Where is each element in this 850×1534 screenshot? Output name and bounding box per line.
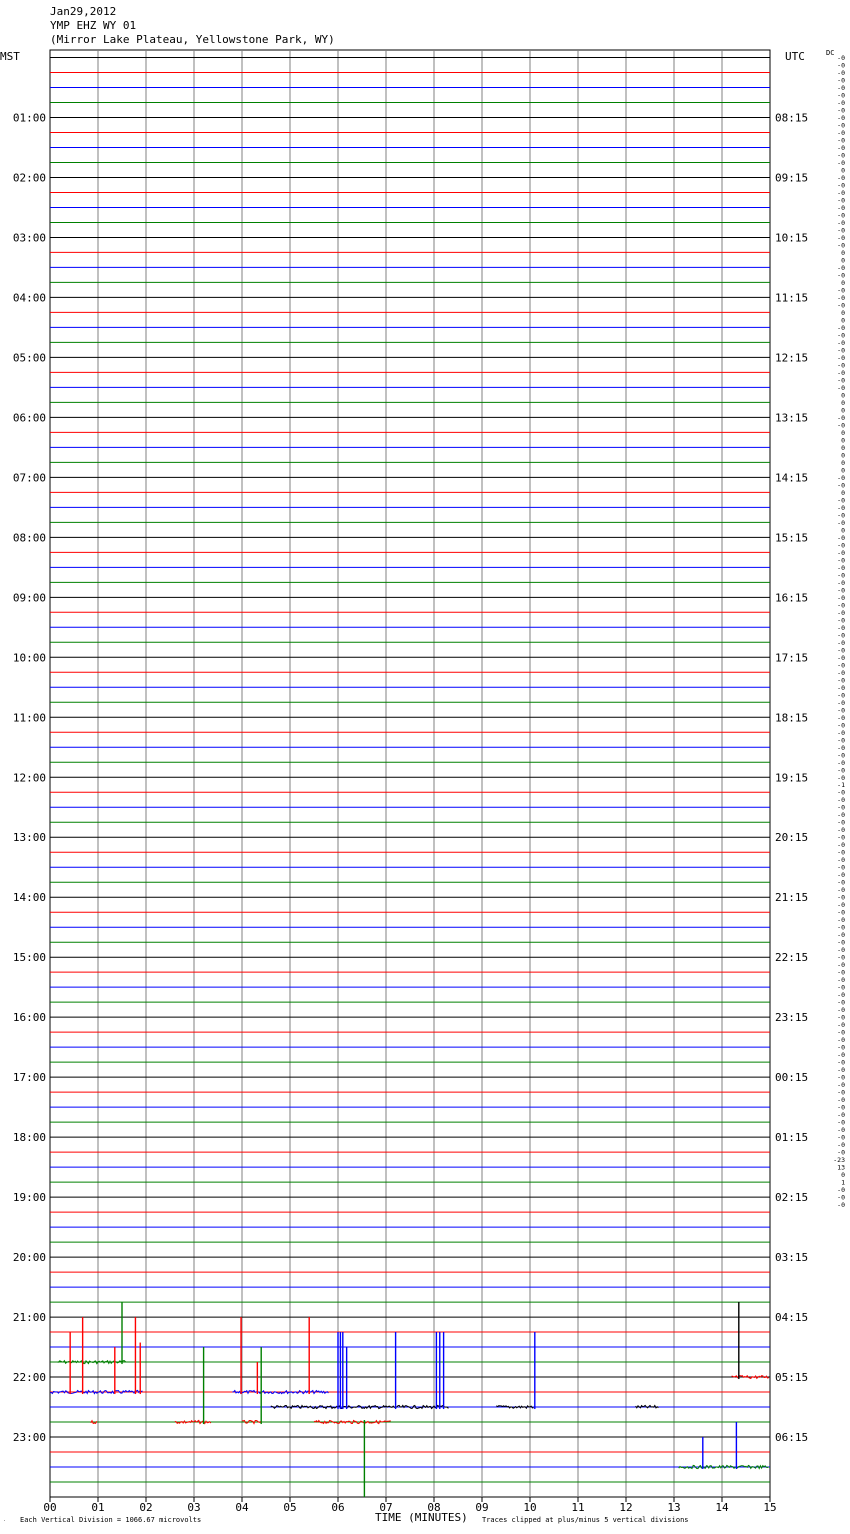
- x-axis-title: TIME (MINUTES): [375, 1511, 468, 1524]
- x-tick-label: 09: [475, 1501, 489, 1514]
- dc-offset-value: -0: [837, 226, 845, 235]
- right-hour-label: 08:15: [775, 111, 809, 125]
- dc-offset-value: -0: [837, 128, 845, 137]
- dc-offset-value: -0: [837, 1081, 845, 1090]
- left-hour-label: 05:00: [12, 351, 46, 365]
- dc-offset-value: -0: [837, 113, 845, 122]
- x-tick-label: 04: [235, 1501, 249, 1514]
- dc-offset-value: -0: [837, 503, 845, 512]
- right-hour-label: 02:15: [775, 1191, 809, 1205]
- dc-offset-value: -0: [837, 1036, 845, 1045]
- x-tick-label: 14: [715, 1501, 729, 1514]
- x-tick-label: 12: [619, 1501, 633, 1514]
- dc-offset-value: -0: [837, 788, 845, 797]
- dc-offset-value: -0: [837, 218, 845, 227]
- dc-offset-value: -0: [837, 826, 845, 835]
- dc-offset-value: -0: [837, 136, 845, 145]
- dc-offset-value: -0: [837, 158, 845, 167]
- dc-offset-value: -0: [837, 653, 845, 662]
- dc-offset-value: -0: [837, 833, 845, 842]
- dc-offset-value: -0: [837, 61, 845, 70]
- dc-offset-value: -0: [837, 998, 845, 1007]
- right-hour-label: 17:15: [775, 651, 809, 665]
- right-hour-label: 20:15: [775, 831, 809, 845]
- left-hour-label: 18:00: [12, 1131, 46, 1145]
- x-tick-label: 06: [331, 1501, 345, 1514]
- right-hour-label: 23:15: [775, 1011, 809, 1025]
- dc-offset-value: -0: [837, 848, 845, 857]
- dc-offset-value: -0: [837, 1073, 845, 1082]
- dc-offset-value: -0: [837, 623, 845, 632]
- dc-offset-value: -0: [837, 181, 845, 190]
- dc-offset-value: -0: [837, 233, 845, 242]
- dc-offset-value: -0: [837, 196, 845, 205]
- right-hour-label: 10:15: [775, 231, 809, 245]
- dc-offset-value: -0: [837, 1111, 845, 1120]
- dc-offset-value: -0: [837, 541, 845, 550]
- dc-offset-value: -0: [837, 863, 845, 872]
- dc-offset-value: -0: [837, 871, 845, 880]
- left-hour-label: 15:00: [12, 951, 46, 965]
- x-tick-label: 02: [139, 1501, 153, 1514]
- dc-offset-value: 0: [841, 406, 845, 415]
- dc-offset-value: -0: [837, 1028, 845, 1037]
- right-hour-label: 13:15: [775, 411, 809, 425]
- dc-offset-value: -0: [837, 1058, 845, 1067]
- dc-offset-value: -0: [837, 803, 845, 812]
- dc-offset-value: -0: [837, 683, 845, 692]
- dc-offset-value: -0: [837, 1088, 845, 1097]
- dc-offset-value: -0: [837, 736, 845, 745]
- right-hour-label: 11:15: [775, 291, 809, 305]
- dc-offset-value: -0: [837, 886, 845, 895]
- left-hour-label: 13:00: [12, 831, 46, 845]
- dc-offset-value: -0: [837, 646, 845, 655]
- dc-offset-value: -0: [837, 361, 845, 370]
- left-hour-label: 16:00: [12, 1011, 46, 1025]
- dc-offset-value: 0: [841, 526, 845, 535]
- right-hour-label: 03:15: [775, 1251, 809, 1265]
- dc-offset-value: -0: [837, 203, 845, 212]
- right-hour-label: 12:15: [775, 351, 809, 365]
- dc-offset-value: -0: [837, 121, 845, 130]
- dc-offset-value: -0: [837, 518, 845, 527]
- dc-offset-value: -0: [837, 721, 845, 730]
- dc-offset-value: -0: [837, 68, 845, 77]
- seismic-trace: [50, 1390, 142, 1393]
- dc-offset-value: -0: [837, 991, 845, 1000]
- dc-offset-value: -0: [837, 1118, 845, 1127]
- right-hour-label: 22:15: [775, 951, 809, 965]
- dc-offset-value: -0: [837, 1141, 845, 1150]
- x-tick-label: 05: [283, 1501, 297, 1514]
- left-timezone-label: MST: [0, 50, 20, 63]
- seismic-trace: [175, 1420, 211, 1423]
- dc-offset-value: -0: [837, 346, 845, 355]
- dc-offset-value: -0: [837, 338, 845, 347]
- left-hour-label: 09:00: [12, 591, 46, 605]
- dc-offset-value: -0: [837, 923, 845, 932]
- dc-offset-value: -0: [837, 106, 845, 115]
- dc-offset-value: 0: [841, 428, 845, 437]
- right-hour-label: 05:15: [775, 1371, 809, 1385]
- dc-offset-value: 1: [841, 1178, 845, 1187]
- dc-offset-value: -0: [837, 983, 845, 992]
- dc-offset-value: 0: [841, 308, 845, 317]
- dc-offset-value: 0: [841, 248, 845, 257]
- dc-offset-value: -23: [833, 1156, 845, 1165]
- dc-offset-value: -0: [837, 1133, 845, 1142]
- left-hour-label: 03:00: [12, 231, 46, 245]
- dc-offset-value: -0: [837, 533, 845, 542]
- dc-offset-value: 0: [841, 316, 845, 325]
- dc-offset-value: -0: [837, 661, 845, 670]
- x-tick-label: 03: [187, 1501, 201, 1514]
- left-hour-label: 11:00: [12, 711, 46, 725]
- dc-offset-value: -0: [837, 571, 845, 580]
- dc-offset-value: -0: [837, 961, 845, 970]
- dc-offset-value: 0: [841, 1171, 845, 1180]
- left-hour-label: 19:00: [12, 1191, 46, 1205]
- left-hour-label: 23:00: [12, 1431, 46, 1445]
- right-hour-label: 00:15: [775, 1071, 809, 1085]
- dc-offset-value: -0: [837, 473, 845, 482]
- dc-offset-value: -0: [837, 211, 845, 220]
- dc-offset-value: -0: [837, 758, 845, 767]
- dc-offset-value: -0: [837, 331, 845, 340]
- dc-offset-value: -0: [837, 383, 845, 392]
- dc-offset-value: -0: [837, 946, 845, 955]
- right-hour-label: 01:15: [775, 1131, 809, 1145]
- dc-offset-value: -0: [837, 743, 845, 752]
- left-hour-label: 06:00: [12, 411, 46, 425]
- dc-offset-value: -0: [837, 1193, 845, 1202]
- dc-offset-value: -0: [837, 728, 845, 737]
- dc-offset-value: -0: [837, 953, 845, 962]
- dc-offset-value: 0: [841, 458, 845, 467]
- dc-offset-value: -0: [837, 938, 845, 947]
- dc-offset-value: -0: [837, 1186, 845, 1195]
- dc-offset-value: -0: [837, 1051, 845, 1060]
- plot-date: Jan29,2012: [50, 5, 117, 18]
- dc-offset-value: 0: [841, 398, 845, 407]
- station-location: (Mirror Lake Plateau, Yellowstone Park, WY): [50, 33, 335, 46]
- left-hour-label: 22:00: [12, 1371, 46, 1385]
- dc-offset-value: -0: [837, 376, 845, 385]
- dc-offset-value: -0: [837, 1006, 845, 1015]
- dc-offset-value: -0: [837, 1126, 845, 1135]
- left-hour-label: 01:00: [12, 111, 46, 125]
- dc-offset-value: -0: [837, 766, 845, 775]
- dc-offset-value: -0: [837, 188, 845, 197]
- dc-offset-value: -0: [837, 353, 845, 362]
- x-tick-label: 00: [43, 1501, 57, 1514]
- dc-offset-value: -0: [837, 173, 845, 182]
- left-hour-label: 02:00: [12, 171, 46, 185]
- dc-offset-value: -0: [837, 563, 845, 572]
- dc-offset-value: -0: [837, 91, 845, 100]
- dc-offset-value: -0: [837, 98, 845, 107]
- dc-offset-value: -0: [837, 968, 845, 977]
- dc-offset-value: -0: [837, 706, 845, 715]
- dc-offset-value: -0: [837, 263, 845, 272]
- right-hour-label: 21:15: [775, 891, 809, 905]
- right-hour-label: 15:15: [775, 531, 809, 545]
- left-hour-label: 04:00: [12, 291, 46, 305]
- dc-label: DC: [826, 49, 835, 57]
- dc-offset-value: -1: [837, 781, 845, 790]
- right-timezone-label: UTC: [785, 50, 805, 63]
- dc-offset-value: 0: [841, 443, 845, 452]
- dc-offset-value: -0: [837, 413, 845, 422]
- right-hour-label: 09:15: [775, 171, 809, 185]
- dc-offset-value: -0: [837, 1096, 845, 1105]
- dc-offset-value: 0: [841, 256, 845, 265]
- dc-offset-value: -0: [837, 1043, 845, 1052]
- right-hour-label: 19:15: [775, 771, 809, 785]
- dc-offset-value: -0: [837, 143, 845, 152]
- dc-offset-value: -0: [837, 54, 845, 62]
- dc-offset-value: -0: [837, 751, 845, 760]
- dc-offset-value: -0: [837, 1021, 845, 1030]
- left-hour-label: 07:00: [12, 471, 46, 485]
- x-tick-label: 11: [571, 1501, 585, 1514]
- dc-offset-value: -0: [837, 601, 845, 610]
- dc-offset-value: 0: [841, 488, 845, 497]
- dc-offset-value: -0: [837, 151, 845, 160]
- dc-offset-value: -0: [837, 976, 845, 985]
- dc-offset-value: -0: [837, 511, 845, 520]
- dc-offset-value: -0: [837, 908, 845, 917]
- right-hour-label: 04:15: [775, 1311, 809, 1325]
- dc-offset-value: -0: [837, 608, 845, 617]
- x-tick-label: 01: [91, 1501, 105, 1514]
- dc-offset-value: -0: [837, 301, 845, 310]
- dc-offset-value: -0: [837, 773, 845, 782]
- dc-offset-value: -0: [837, 556, 845, 565]
- dc-offset-value: -0: [837, 548, 845, 557]
- dc-offset-value: -0: [837, 421, 845, 430]
- dc-offset-value: -0: [837, 1013, 845, 1022]
- dc-offset-value: -0: [837, 616, 845, 625]
- dc-offset-value: -0: [837, 1201, 845, 1210]
- dc-offset-value: -0: [837, 901, 845, 910]
- footer-scale-note: Each Vertical Division = 1066.67 microvolts: [20, 1516, 202, 1524]
- dc-offset-value: -0: [837, 1066, 845, 1075]
- dc-offset-value: -0: [837, 668, 845, 677]
- dc-offset-value: -0: [837, 698, 845, 707]
- dc-offset-value: -0: [837, 631, 845, 640]
- dc-offset-value: -0: [837, 593, 845, 602]
- dc-offset-value: -0: [837, 811, 845, 820]
- dc-offset-value: -0: [837, 713, 845, 722]
- left-hour-label: 14:00: [12, 891, 46, 905]
- dc-offset-value: -0: [837, 893, 845, 902]
- dc-offset-value: -0: [837, 1103, 845, 1112]
- dc-offset-value: -0: [837, 586, 845, 595]
- dc-offset-value: -0: [837, 676, 845, 685]
- dc-offset-value: 0: [841, 391, 845, 400]
- left-hour-label: 08:00: [12, 531, 46, 545]
- dc-offset-value: -0: [837, 916, 845, 925]
- left-hour-label: 21:00: [12, 1311, 46, 1325]
- dc-offset-value: 0: [841, 166, 845, 175]
- dc-offset-value: -0: [837, 293, 845, 302]
- dc-offset-value: -0: [837, 841, 845, 850]
- dc-offset-value: -0: [837, 241, 845, 250]
- right-hour-label: 06:15: [775, 1431, 809, 1445]
- dc-offset-value: -0: [837, 83, 845, 92]
- dc-offset-value: -0: [837, 931, 845, 940]
- dc-offset-value: -0: [837, 878, 845, 887]
- dc-offset-value: 0: [841, 278, 845, 287]
- dc-offset-value: 13: [837, 1163, 845, 1172]
- left-hour-label: 12:00: [12, 771, 46, 785]
- dc-offset-value: -0: [837, 796, 845, 805]
- left-hour-label: 10:00: [12, 651, 46, 665]
- x-tick-label: 10: [523, 1501, 537, 1514]
- x-tick-label: 15: [763, 1501, 777, 1514]
- dc-offset-value: -0: [837, 496, 845, 505]
- dc-offset-value: -0: [837, 818, 845, 827]
- dc-offset-value: -0: [837, 856, 845, 865]
- corner-mark: ′: [3, 1520, 7, 1526]
- dc-offset-value: -0: [837, 1148, 845, 1157]
- x-tick-label: 07: [379, 1501, 393, 1514]
- dc-offset-value: -0: [837, 368, 845, 377]
- right-hour-label: 16:15: [775, 591, 809, 605]
- dc-offset-value: -0: [837, 271, 845, 280]
- dc-offset-value: -0: [837, 481, 845, 490]
- left-hour-label: 20:00: [12, 1251, 46, 1265]
- dc-offset-value: -0: [837, 691, 845, 700]
- left-hour-label: 17:00: [12, 1071, 46, 1085]
- dc-offset-value: -0: [837, 323, 845, 332]
- dc-offset-value: -0: [837, 578, 845, 587]
- dc-offset-value: 0: [841, 436, 845, 445]
- dc-offset-value: -0: [837, 286, 845, 295]
- x-tick-label: 08: [427, 1501, 441, 1514]
- dc-offset-value: 0: [841, 466, 845, 475]
- right-hour-label: 18:15: [775, 711, 809, 725]
- station-name: YMP EHZ WY 01: [50, 19, 137, 32]
- dc-offset-value: -0: [837, 76, 845, 85]
- dc-offset-value: -0: [837, 638, 845, 647]
- x-tick-label: 13: [667, 1501, 681, 1514]
- footer-clip-note: Traces clipped at plus/minus 5 vertical divisions: [482, 1516, 689, 1524]
- right-hour-label: 14:15: [775, 471, 809, 485]
- dc-offset-value: 0: [841, 451, 845, 460]
